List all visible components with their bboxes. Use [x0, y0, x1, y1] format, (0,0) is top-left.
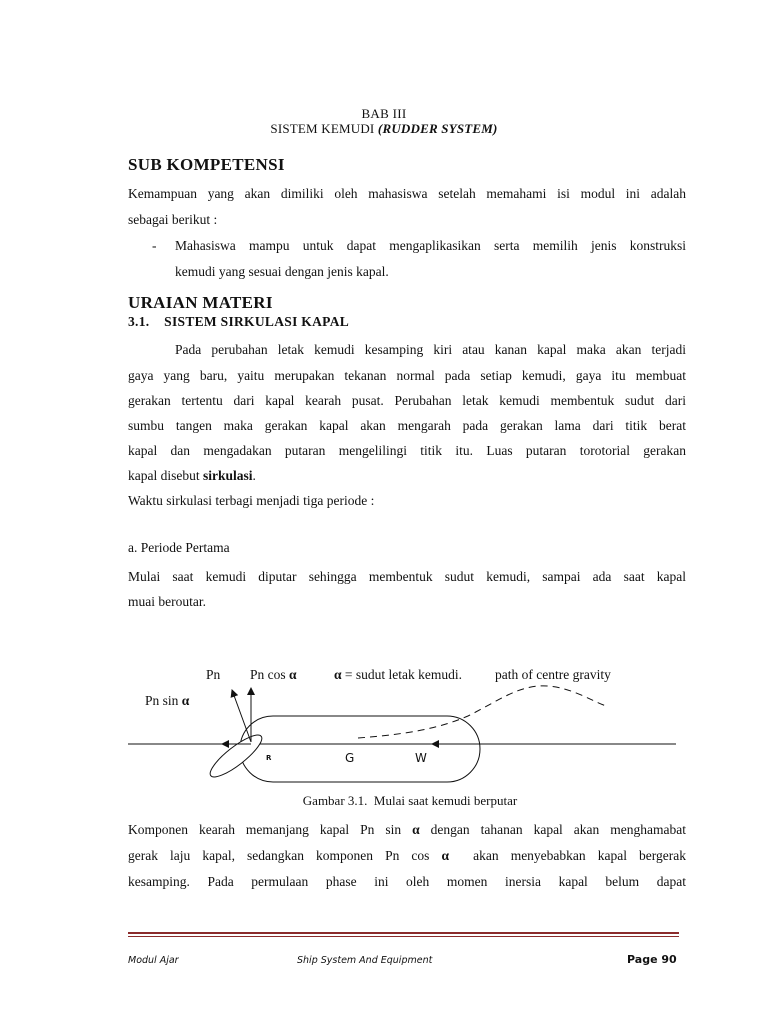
- closing-line-1-alpha: α: [412, 822, 420, 837]
- periode-line-2: muai beroutar.: [128, 594, 206, 609]
- para1-last-suffix: .: [252, 468, 256, 483]
- chapter-label: BAB III: [361, 106, 407, 121]
- label-path-centre-gravity: path of centre gravity: [495, 667, 611, 682]
- label-r: R: [266, 754, 272, 762]
- label-pn-sin-alpha: α: [181, 693, 190, 708]
- label-pn-cos: [250, 667, 297, 683]
- label-pn-sin: [145, 693, 189, 709]
- pn-arrow: [232, 690, 251, 742]
- label-alpha-symbol: α: [334, 667, 342, 682]
- ship-hull: [240, 716, 480, 782]
- intro-line-1: Kemampuan yang akan dimiliki oleh mahasiswa setelah memahami isi modul ini adalah: [128, 186, 686, 201]
- sirkulasi-term: sirkulasi: [202, 468, 253, 483]
- footer-course-title: Ship System And Equipment: [297, 955, 433, 966]
- label-pn: Pn: [206, 667, 221, 682]
- waktu-line: Waktu sirkulasi terbagi menjadi tiga periode :: [128, 493, 375, 508]
- label-pn-cos-alpha: α: [289, 667, 297, 682]
- rudder-blade: [205, 729, 267, 783]
- closing-line-2-alpha: α: [441, 848, 450, 863]
- closing-line-1-prefix: Komponen kearah memanjang kapal Pn sin: [128, 822, 413, 837]
- para1-line-2: gaya yang baru, yaitu merupakan tekanan normal pada setiap kemudi, gaya itu membuat: [128, 368, 686, 383]
- label-pn-cos-text: Pn cos: [250, 667, 290, 682]
- para1-line-5: kapal dan mengadakan putaran mengelilingi titik itu. Luas putaran torotorial gerakan: [128, 443, 686, 458]
- label-w: W: [415, 751, 427, 765]
- label-alpha-def-text: = sudut letak kemudi.: [341, 667, 463, 682]
- chapter-title-main: SISTEM KEMUDI: [270, 121, 378, 136]
- periode-title: a. Periode Pertama: [128, 540, 230, 555]
- label-pn-sin-text: Pn sin: [145, 693, 182, 708]
- closing-line-2-suffix: akan menyebabkan kapal bergerak: [449, 848, 686, 863]
- label-alpha-def: [334, 667, 462, 683]
- bullet-line-1: Mahasiswa mampu untuk dapat mengaplikasikan serta memilih jenis konstruksi: [175, 238, 686, 253]
- uraian-materi-heading: URAIAN MATERI: [128, 293, 273, 312]
- closing-line-3: kesamping. Pada permulaan phase ini oleh momen inersia kapal belum dapat: [128, 874, 686, 889]
- sub-kompetensi-heading: SUB KOMPETENSI: [128, 155, 285, 174]
- para1-line-3: gerakan tertentu dari kapal kearah pusat. Perubahan letak kemudi membentuk sudut dari: [128, 393, 686, 408]
- periode-line-1: Mulai saat kemudi diputar sehingga membentuk sudut kemudi, sampai ada saat kapal: [128, 569, 686, 584]
- label-g: G: [345, 751, 355, 765]
- figure-caption: Gambar 3.1. Mulai saat kemudi berputar: [302, 793, 518, 808]
- footer-rule-thin: [128, 936, 679, 937]
- section-heading: 3.1. SISTEM SIRKULASI KAPAL: [128, 314, 350, 329]
- chapter-title-italic: (RUDDER SYSTEM): [377, 121, 498, 136]
- footer-page-number: Page 90: [627, 953, 677, 966]
- centre-gravity-path: [358, 686, 606, 738]
- closing-line-1-suffix: dengan tahanan kapal akan menghamabat: [419, 822, 686, 837]
- para1-line-1: Pada perubahan letak kemudi kesamping kiri atau kanan kapal maka akan terjadi: [175, 342, 686, 357]
- footer-rule-thick: [128, 932, 679, 934]
- para1-line-4: sumbu tangen maka gerakan kapal akan mengarah pada gerakan lama dari titik berat: [128, 418, 686, 433]
- bullet-line-2: kemudi yang sesuai dengan jenis kapal.: [175, 264, 389, 279]
- footer-module-label: Modul Ajar: [128, 955, 179, 966]
- bullet-dash: -: [152, 238, 157, 253]
- closing-line-2-prefix: gerak laju kapal, sedangkan komponen Pn cos: [128, 848, 442, 863]
- intro-line-2: sebagai berikut :: [128, 212, 218, 227]
- closing-line-2: [128, 843, 686, 869]
- closing-line-1: [128, 817, 686, 843]
- para1-last-prefix: kapal disebut: [128, 468, 203, 483]
